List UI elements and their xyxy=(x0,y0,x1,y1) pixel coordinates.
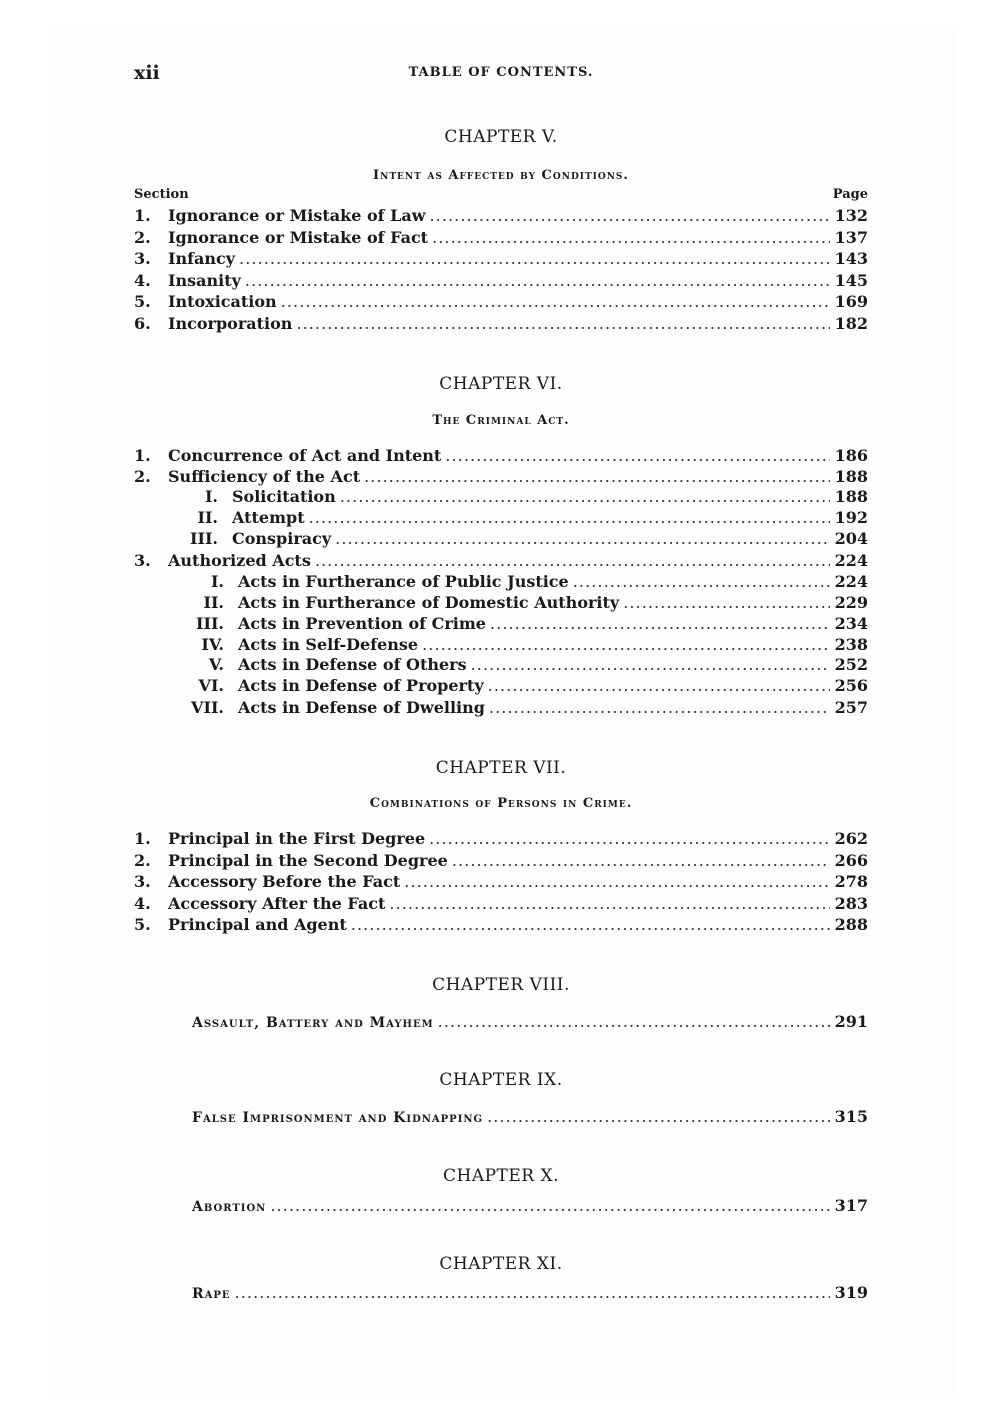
running-head xyxy=(134,62,868,86)
toc-entry[interactable] xyxy=(134,249,868,271)
toc-entry[interactable] xyxy=(134,915,868,937)
page-number: 145 xyxy=(834,271,868,290)
page-number: 256 xyxy=(834,676,868,695)
toc-entry[interactable] xyxy=(134,206,868,228)
toc-entry[interactable] xyxy=(134,551,868,573)
toc-subentry[interactable] xyxy=(134,572,868,594)
chapter-heading: CHAPTER VI. xyxy=(439,374,563,394)
section-title: Insanity xyxy=(168,271,241,290)
subsection-title: Attempt xyxy=(232,508,305,527)
section-title: Infancy xyxy=(168,249,236,268)
chapter-heading: CHAPTER VII. xyxy=(435,758,567,778)
folio-number: xii xyxy=(134,62,160,84)
dot-leader xyxy=(445,446,830,465)
dot-leader xyxy=(489,698,830,717)
toc-entry[interactable] xyxy=(134,446,868,468)
dot-leader xyxy=(452,851,830,870)
dot-leader xyxy=(422,635,830,654)
toc-entry[interactable] xyxy=(134,271,868,293)
chapter-entry-title: Rape xyxy=(192,1286,231,1302)
dot-leader xyxy=(245,271,830,290)
page-number: 317 xyxy=(834,1196,868,1215)
chapter-heading: CHAPTER X. xyxy=(442,1166,559,1186)
column-headings xyxy=(134,187,868,205)
subsection-title: Conspiracy xyxy=(232,529,332,548)
toc-entry[interactable] xyxy=(134,894,868,916)
section-title: Intoxication xyxy=(168,292,277,311)
dot-leader xyxy=(235,1283,830,1302)
subsection-title: Solicitation xyxy=(232,487,336,506)
toc-entry[interactable] xyxy=(134,292,868,314)
dot-leader xyxy=(573,572,830,591)
section-number: 1. xyxy=(134,446,151,465)
chapter-entry-title: Assault, Battery and Mayhem xyxy=(192,1015,434,1031)
subsection-title: Acts in Furtherance of Domestic Authority xyxy=(238,593,620,612)
chapter-title: Combinations of Persons in Crime. xyxy=(369,796,633,811)
dot-leader xyxy=(309,508,830,527)
toc-subentry[interactable] xyxy=(134,614,868,636)
page-number: 169 xyxy=(834,292,868,311)
dot-leader xyxy=(239,249,830,268)
subsection-number: V. xyxy=(208,655,224,674)
toc-subentry[interactable] xyxy=(134,529,868,551)
toc-subentry[interactable] xyxy=(134,655,868,677)
page-number: 224 xyxy=(834,572,868,591)
section-number: 2. xyxy=(134,467,151,486)
section-number: 3. xyxy=(134,872,151,891)
page-number: 288 xyxy=(834,915,868,934)
page-number: 182 xyxy=(834,314,868,333)
section-number: 3. xyxy=(134,551,151,570)
section-number: 4. xyxy=(134,271,151,290)
page-column-label: Page xyxy=(832,187,868,202)
page-number: 137 xyxy=(834,228,868,247)
toc-subentry[interactable] xyxy=(134,487,868,509)
page-number: 224 xyxy=(834,551,868,570)
section-title: Incorporation xyxy=(168,314,293,333)
dot-leader xyxy=(335,529,830,548)
toc-entry[interactable] xyxy=(134,872,868,894)
page-number: 257 xyxy=(834,698,868,717)
section-number: 4. xyxy=(134,894,151,913)
dot-leader xyxy=(438,1012,830,1031)
running-title: TABLE OF CONTENTS. xyxy=(408,65,594,80)
subsection-number: IV. xyxy=(201,635,224,654)
dot-leader xyxy=(315,551,830,570)
section-number: 1. xyxy=(134,206,151,225)
dot-leader xyxy=(364,467,830,486)
dot-leader xyxy=(351,915,830,934)
page-number: 234 xyxy=(834,614,868,633)
section-title: Sufficiency of the Act xyxy=(168,467,361,486)
subsection-number: VI. xyxy=(198,676,224,695)
section-title: Authorized Acts xyxy=(168,551,311,570)
toc-entry[interactable] xyxy=(134,228,868,250)
section-title: Accessory After the Fact xyxy=(168,894,386,913)
dot-leader xyxy=(429,206,830,225)
dot-leader xyxy=(487,1107,830,1126)
page-number: 238 xyxy=(834,635,868,654)
section-title: Accessory Before the Fact xyxy=(168,872,401,891)
section-title: Concurrence of Act and Intent xyxy=(168,446,442,465)
page-number: 262 xyxy=(834,829,868,848)
page-number: 315 xyxy=(834,1107,868,1126)
page-number: 192 xyxy=(834,508,868,527)
subsection-title: Acts in Defense of Others xyxy=(238,655,467,674)
dot-leader xyxy=(429,829,830,848)
subsection-title: Acts in Defense of Dwelling xyxy=(238,698,485,717)
chapter-entry-title: Abortion xyxy=(192,1199,267,1215)
section-title: Principal in the First Degree xyxy=(168,829,426,848)
subsection-title: Acts in Furtherance of Public Justice xyxy=(238,572,569,591)
subsection-title: Acts in Defense of Property xyxy=(238,676,484,695)
toc-subentry[interactable] xyxy=(134,635,868,657)
section-number: 2. xyxy=(134,851,151,870)
subsection-number: II. xyxy=(203,593,224,612)
toc-entry[interactable] xyxy=(134,1012,868,1034)
page-number: 252 xyxy=(834,655,868,674)
dot-leader xyxy=(488,676,830,695)
section-number: 6. xyxy=(134,314,151,333)
toc-entry[interactable] xyxy=(134,829,868,851)
section-column-label: Section xyxy=(134,187,189,202)
page-number: 143 xyxy=(834,249,868,268)
toc-entry[interactable] xyxy=(134,314,868,336)
chapter-heading: CHAPTER VIII. xyxy=(432,975,570,995)
section-title: Ignorance or Mistake of Fact xyxy=(168,228,429,247)
section-number: 5. xyxy=(134,292,151,311)
toc-subentry[interactable] xyxy=(134,698,868,720)
section-title: Principal in the Second Degree xyxy=(168,851,448,870)
section-number: 2. xyxy=(134,228,151,247)
chapter-title: Intent as Affected by Conditions. xyxy=(373,168,629,183)
page-number: 319 xyxy=(834,1283,868,1302)
dot-leader xyxy=(340,487,830,506)
subsection-title: Acts in Self-Defense xyxy=(238,635,419,654)
section-title: Principal and Agent xyxy=(168,915,347,934)
toc-subentry[interactable] xyxy=(134,508,868,530)
toc-subentry[interactable] xyxy=(134,676,868,698)
page-number: 188 xyxy=(834,467,868,486)
subsection-title: Acts in Prevention of Crime xyxy=(238,614,486,633)
subsection-number: III. xyxy=(195,614,224,633)
section-number: 1. xyxy=(134,829,151,848)
page-number: 278 xyxy=(834,872,868,891)
page-number: 229 xyxy=(834,593,868,612)
toc-entry[interactable] xyxy=(134,467,868,489)
toc-entry[interactable] xyxy=(134,851,868,873)
dot-leader xyxy=(490,614,830,633)
chapter-entry-title: False Imprisonment and Kidnapping xyxy=(192,1110,484,1126)
dot-leader xyxy=(623,593,830,612)
dot-leader xyxy=(404,872,830,891)
dot-leader xyxy=(389,894,830,913)
section-title: Ignorance or Mistake of Law xyxy=(168,206,426,225)
toc-entry[interactable] xyxy=(134,1107,868,1129)
page-number: 188 xyxy=(834,487,868,506)
page-number: 283 xyxy=(834,894,868,913)
page-number: 266 xyxy=(834,851,868,870)
page-number: 186 xyxy=(834,446,868,465)
dot-leader xyxy=(471,655,830,674)
subsection-number: II. xyxy=(197,508,218,527)
dot-leader xyxy=(281,292,830,311)
page-number: 132 xyxy=(834,206,868,225)
dot-leader xyxy=(296,314,830,333)
subsection-number: III. xyxy=(189,529,218,548)
section-number: 3. xyxy=(134,249,151,268)
toc-entry[interactable] xyxy=(134,1283,868,1305)
chapter-heading: CHAPTER IX. xyxy=(439,1070,563,1090)
page-number: 291 xyxy=(834,1012,868,1031)
chapter-heading: CHAPTER V. xyxy=(444,127,558,147)
dot-leader xyxy=(432,228,830,247)
subsection-number: I. xyxy=(210,572,224,591)
section-number: 5. xyxy=(134,915,151,934)
chapter-heading: CHAPTER XI. xyxy=(439,1254,563,1274)
dot-leader xyxy=(270,1196,830,1215)
page-number: 204 xyxy=(834,529,868,548)
toc-subentry[interactable] xyxy=(134,593,868,615)
chapter-title: The Criminal Act. xyxy=(432,413,570,428)
toc-entry[interactable] xyxy=(134,1196,868,1218)
subsection-number: VII. xyxy=(191,698,224,717)
subsection-number: I. xyxy=(204,487,218,506)
